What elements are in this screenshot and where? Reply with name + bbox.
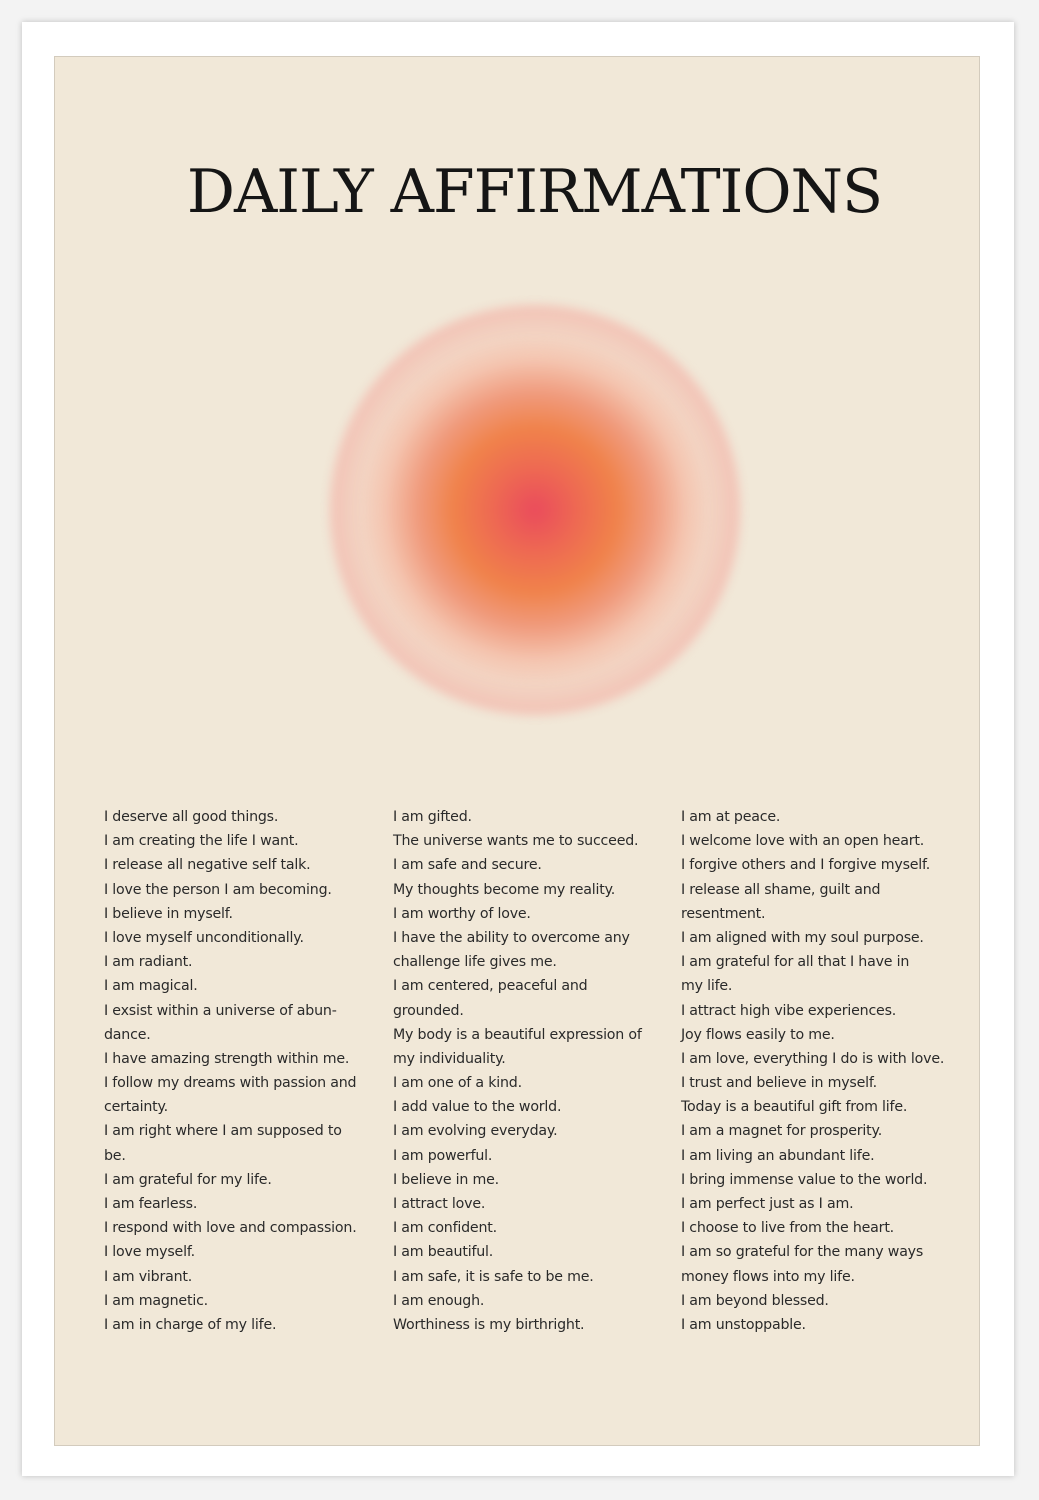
affirmation-line: challenge life gives me. — [393, 954, 557, 971]
affirmation-line: I add value to the world. — [393, 1099, 562, 1116]
affirmation-line: I am right where I am supposed to — [104, 1123, 342, 1140]
affirmation-line: I love myself. — [104, 1244, 195, 1261]
affirmation-line: I have the ability to overcome any — [393, 929, 630, 946]
affirmation-line: I welcome love with an open heart. — [681, 833, 925, 850]
affirmation-line: I believe in myself. — [104, 905, 233, 922]
affirmation-line: I am creating the life I want. — [104, 833, 299, 850]
affirmation-line: I am vibrant. — [104, 1268, 193, 1285]
affirmation-line: resentment. — [681, 905, 766, 922]
affirmation-line: I believe in me. — [393, 1171, 499, 1188]
affirmation-line: I am one of a kind. — [393, 1075, 522, 1092]
affirmation-line: Joy flows easily to me. — [681, 1026, 835, 1043]
affirmation-line: grounded. — [393, 1002, 464, 1019]
affirmation-line: I follow my dreams with passion and — [104, 1075, 357, 1092]
affirmation-line: The universe wants me to succeed. — [393, 833, 639, 850]
affirmation-line: I bring immense value to the world. — [681, 1171, 928, 1188]
affirmation-line: I forgive others and I forgive myself. — [681, 857, 931, 874]
affirmation-line: I trust and believe in myself. — [681, 1075, 877, 1092]
affirmation-line: I love myself unconditionally. — [104, 929, 304, 946]
affirmation-line: I am magical. — [104, 978, 198, 995]
affirmation-line: I attract high vibe experiences. — [681, 1002, 897, 1019]
affirmation-line: I respond with love and compassion. — [104, 1220, 357, 1237]
affirmation-line: My body is a beautiful expression of — [393, 1026, 642, 1043]
affirmation-line: I am at peace. — [681, 809, 781, 825]
affirmation-line: I am in charge of my life. — [104, 1316, 277, 1333]
affirmation-line: I am love, everything I do is with love. — [681, 1050, 945, 1067]
affirmation-line: I am grateful for all that I have in — [681, 954, 910, 971]
affirmation-line: I attract love. — [393, 1196, 486, 1212]
affirmation-line: I release all negative self talk. — [104, 857, 311, 874]
affirmation-line: I am so grateful for the many ways — [681, 1244, 924, 1261]
poster-title: DAILY AFFIRMATIONS — [186, 157, 883, 227]
affirmation-line: be. — [104, 1147, 126, 1164]
affirmation-line: I am safe and secure. — [393, 857, 542, 874]
affirmation-line: I am worthy of love. — [393, 905, 531, 922]
affirmation-line: I am magnetic. — [104, 1292, 208, 1309]
affirmation-line: I am centered, peaceful and — [393, 978, 588, 995]
affirmation-line: I exsist within a universe of abun- — [104, 1002, 337, 1019]
affirmation-line: Today is a beautiful gift from life. — [681, 1099, 908, 1116]
affirmation-line: money flows into my life. — [681, 1268, 855, 1285]
affirmation-line: I am radiant. — [104, 954, 193, 971]
affirmation-line: I am evolving everyday. — [393, 1123, 558, 1140]
affirmation-line: I am powerful. — [393, 1147, 493, 1164]
affirmation-line: certainty. — [104, 1099, 168, 1116]
affirmation-line: my life. — [681, 978, 733, 995]
affirmation-line: I am gifted. — [393, 809, 472, 825]
affirmation-line: I am a magnet for prosperity. — [681, 1123, 883, 1140]
affirmation-line: I am confident. — [393, 1220, 497, 1237]
affirmation-line: I am beyond blessed. — [681, 1292, 829, 1309]
affirmation-line: I am grateful for my life. — [104, 1171, 272, 1188]
affirmation-line: I am unstoppable. — [681, 1316, 806, 1333]
affirmation-line: Worthiness is my birthright. — [393, 1316, 585, 1333]
affirmation-line: dance. — [104, 1026, 151, 1043]
affirmation-line: I am beautiful. — [393, 1244, 494, 1261]
aura-gradient-orb — [330, 305, 740, 715]
affirmation-line: I deserve all good things. — [104, 809, 279, 825]
affirmation-line: I love the person I am becoming. — [104, 881, 332, 898]
affirmation-line: I release all shame, guilt and — [681, 881, 881, 898]
affirmation-line: I am aligned with my soul purpose. — [681, 929, 924, 946]
affirmations-column-2 — [393, 805, 671, 1337]
affirmation-line: I have amazing strength within me. — [104, 1050, 350, 1067]
affirmations-column-1 — [104, 805, 384, 1337]
affirmation-line: My thoughts become my reality. — [393, 881, 616, 898]
affirmation-line: my individuality. — [393, 1050, 506, 1067]
affirmation-line: I am fearless. — [104, 1196, 198, 1212]
affirmation-line: I am living an abundant life. — [681, 1147, 875, 1164]
affirmations-column-3 — [681, 805, 971, 1337]
affirmation-line: I am enough. — [393, 1292, 485, 1309]
affirmation-line: I am perfect just as I am. — [681, 1196, 854, 1212]
affirmation-line: I choose to live from the heart. — [681, 1220, 894, 1237]
affirmation-line: I am safe, it is safe to be me. — [393, 1268, 594, 1285]
